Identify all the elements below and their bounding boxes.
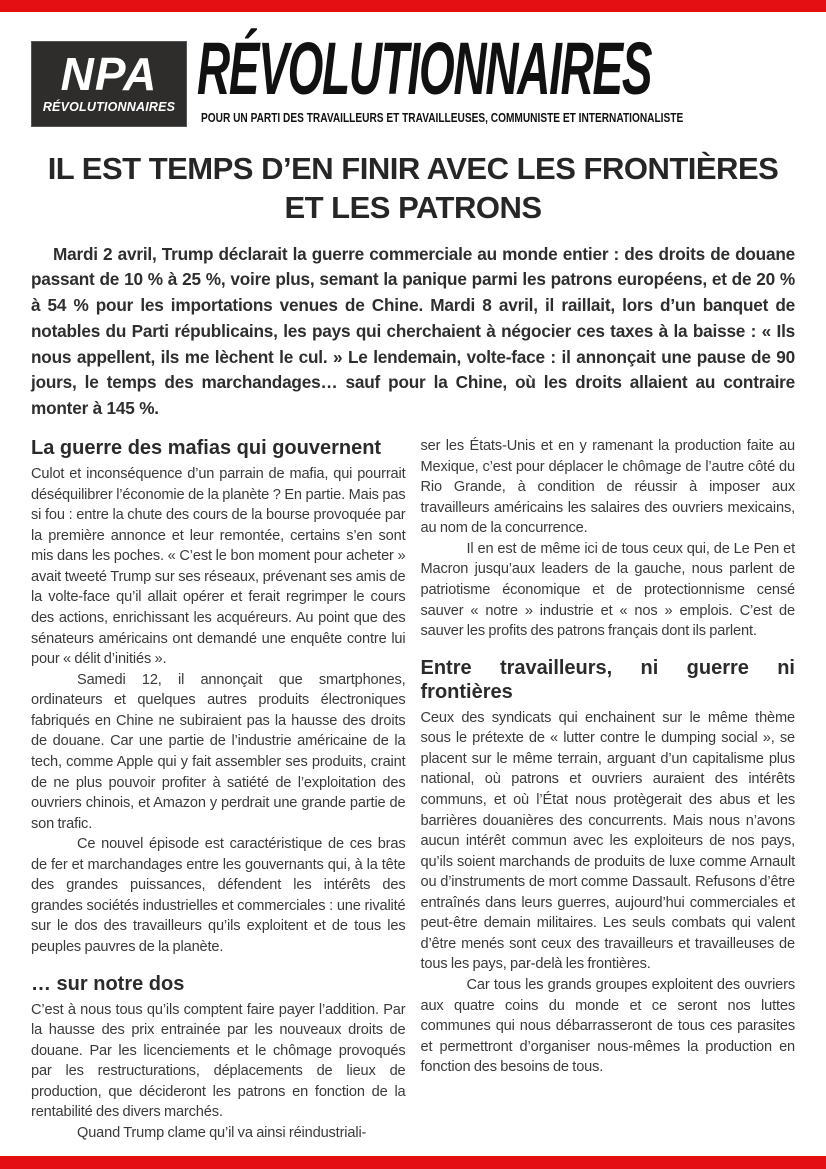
body-paragraph: Culot et inconséquence d’un parrain de mafia, qui pourrait déséquilibrer l’économie de la planète ? En partie. Mais pas si fou : entre la chute des cours de la bourse provoquée par la première annonce et leur remontée, certains s’en sont mis dans les poches. « C’est le bon moment pour acheter » avait tweeté Trump sur ses réseaux, prévenant ses amis de la volte-face qu’il allait opérer et ferait regrimper le cours des actions, enrichissant les acquéreurs. Au point que des sénateurs américains ont demandé une enquête contre lui pour « délit d’initiés ».	[31, 466, 406, 668]
article-columns	[31, 436, 795, 1143]
body-paragraph: Ce nouvel épisode est caractéristique de ces bras de fer et marchandages entre les gouvernants qui, à la tête des grandes puissances, défendent les intérêts des grandes sociétés industrielles et commerciales : une rivalité sur le dos des travailleurs qu’ils exploitent et de tous les peuples pauvres de la planète.	[31, 836, 406, 956]
top-red-bar	[0, 0, 826, 12]
masthead-block	[187, 27, 826, 126]
section-heading: Entre travailleurs, ni guerre ni frontières	[420, 656, 795, 703]
body-paragraph: Car tous les grands groupes exploitent des ouvriers aux quatre coins du monde et ce seront nos luttes communes qui nous débarrasseront de tous ces parasites et permettront d’organiser nous-mêmes la production en fonction des besoins de tous.	[420, 977, 795, 1076]
masthead-title: RÉVOLUTIONNAIRES	[197, 27, 652, 110]
bottom-red-bar	[0, 1156, 826, 1169]
left-column	[31, 436, 406, 1143]
masthead-header	[31, 27, 795, 134]
body-paragraph: ser les États-Unis et en y ramenant la production faite au Mexique, c’est pour déplacer le chômage de l’autre côté du Rio Grande, à condition de réussir à imposer aux travailleurs américains les salaires des ouvriers mexicains, au nom de la concurrence.	[420, 438, 795, 537]
section-heading: La guerre des mafias qui gouvernent	[31, 437, 382, 460]
npa-logo	[31, 41, 187, 127]
body-paragraph: Ceux des syndicats qui enchainent sur le même thème sous le prétexte de « lutter contre le dumping social », se placent sur le même terrain, arguant d’un capitalisme plus national, où patrons et ouvriers auraient des intérêts communs, et où l’État nous protègerait des abus et les barrières douanières des concurrents. Mais nous n’avons aucun intérêt commun avec les exploiteurs de nos pays, qu’ils soient marchands de produits de luxe comme Arnault ou d’instruments de mort comme Dassault. Refusons d’être entraînés dans leurs guerres, aujourd’hui commerciales et peut-être demain militaires. Les seuls combats qui valent d’être menés sont ceux des travailleurs et travailleuses de tous les pays, par-delà les frontières.	[420, 709, 795, 973]
body-paragraph: Il en est de même ici de tous ceux qui, de Le Pen et Macron jusqu’aux leaders de la gauche, nous parlent de patriotisme économique et de protectionnisme censé sauver « notre » industrie et « nos » emplois. C’est de sauver les profits des patrons français dont ils parlent.	[420, 540, 795, 640]
body-paragraph: Samedi 12, il annonçait que smartphones, ordinateurs et quelques autres produits électroniques fabriqués en Chine ne subiraient pas la hausse des droits de douane. Car une partie de l’industrie américaine de la tech, comme Apple qui y fait assembler ses produits, craint de ne plus pouvoir profiter à satiété de l’exploitation des ouvriers chinois, et Amazon y perdrait une grande partie de son trafic.	[31, 671, 406, 832]
right-column	[421, 436, 796, 1143]
masthead-tagline: POUR UN PARTI DES TRAVAILLEURS ET TRAVAILLEUSES, COMMUNISTE ET INTERNATIONALISTE	[201, 110, 684, 126]
page-title: IL EST TEMPS D’EN FINIR AVEC LES FRONTIÈRES ET LES PATRONS	[47, 151, 779, 225]
npa-logo-text: NPA	[60, 48, 158, 101]
intro-paragraph: Mardi 2 avril, Trump déclarait la guerre commerciale au monde entier : des droits de douane passant de 10 % à 25 %, voire plus, semant la panique parmi les patrons européens, et de 20 % à 54 % pour les importations venues de Chine. Mardi 8 avril, il raillait, lors d’un banquet de notables du Parti républicains, les pays qui cherchaient à négocier ces taxes à la baisse : « Ils nous appellent, ils me lèchent le cul. » Le lendemain, volte-face : il annonçait une pause de 90 jours, le temps des marchandages… sauf pour la Chine, où les droits allaient au contraire monter à 145 %.	[31, 243, 795, 419]
section-heading: … sur notre dos	[31, 972, 185, 995]
npa-logo-subtext: RÉVOLUTIONNAIRES	[42, 99, 176, 114]
body-paragraph: C’est à nous tous qu’ils comptent faire payer l’addition. Par la hausse des prix entrainée par les nouveaux droits de douane. Par les licenciements et le chômage provoqués par les restructurations, déplacements de lieux de production, que décideront les patrons en fonction de la rentabilité des divers marchés.	[31, 1001, 406, 1121]
body-paragraph: Quand Trump clame qu’il va ainsi réindustriali-	[77, 1124, 367, 1141]
